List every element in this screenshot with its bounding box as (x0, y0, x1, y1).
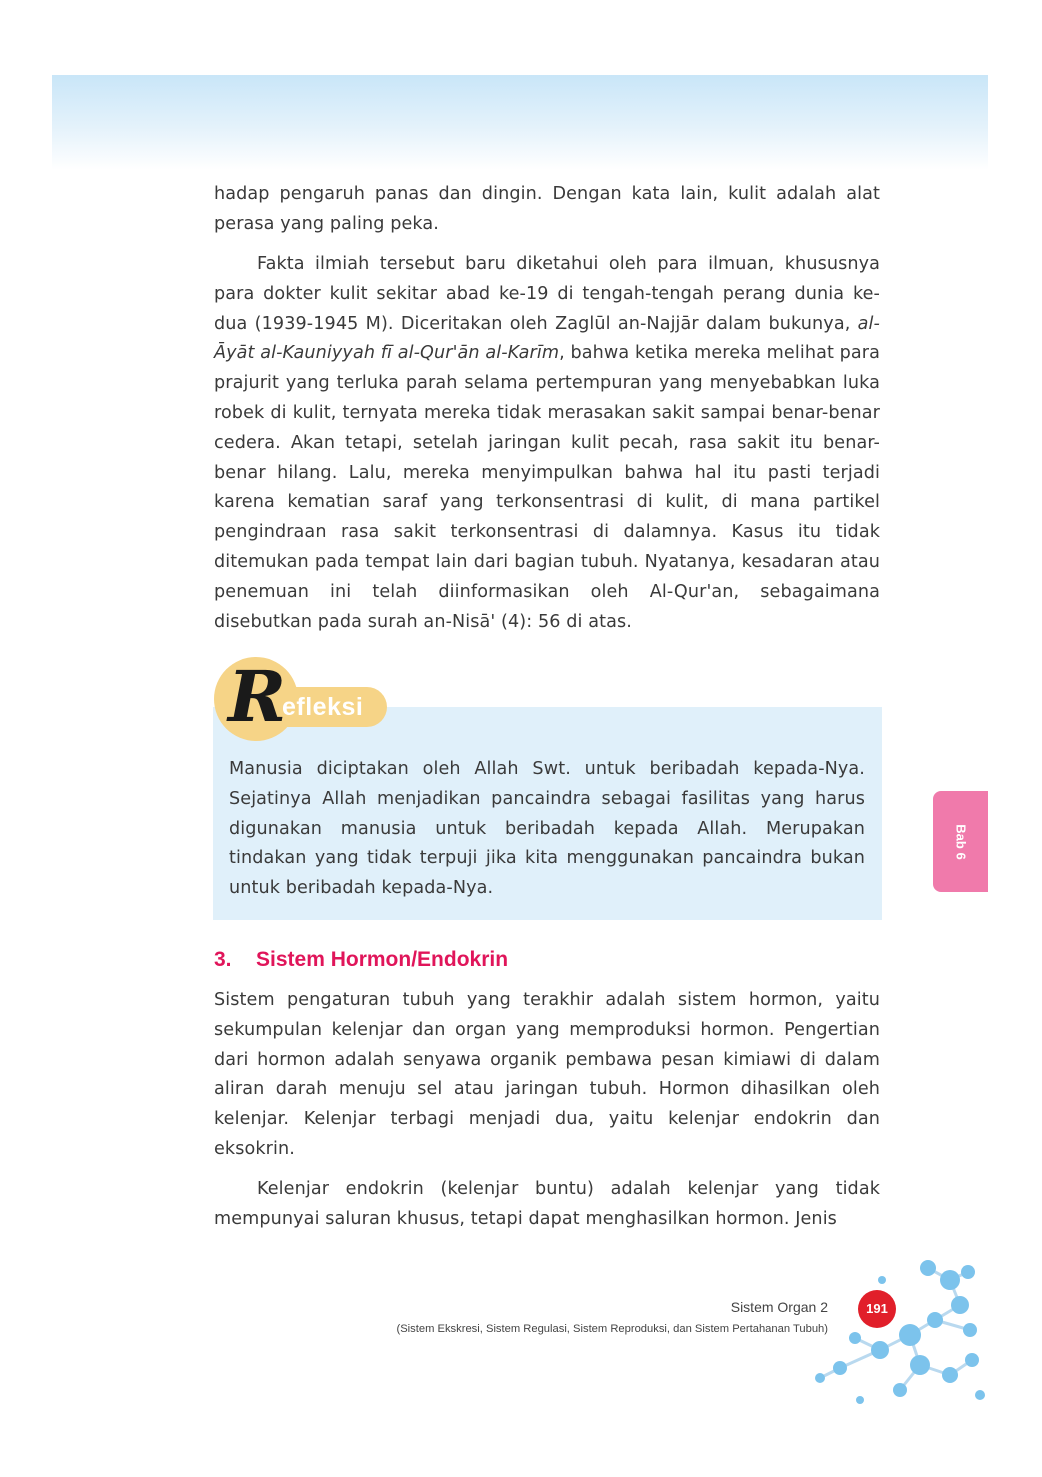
section-title: Sistem Hormon/Endokrin (256, 948, 509, 971)
page-number: 191 (858, 1290, 896, 1328)
body-text-top (214, 180, 880, 637)
molecule-decoration-icon (800, 1250, 990, 1410)
header-band (52, 75, 988, 170)
footer-subtitle: (Sistem Ekskresi, Sistem Regulasi, Sistem Reproduksi, dan Sistem Pertahanan Tubuh) (396, 1323, 828, 1335)
body-text-bottom (214, 986, 880, 1235)
refleksi-initial: R (228, 655, 287, 738)
refleksi-label: efleksi (282, 693, 364, 721)
book-title: al-Āyāt al-Kauniyyah fī al-Qur'ān al-Karīm (214, 313, 880, 364)
section-number: 3. (214, 948, 232, 971)
paragraph-2-rest: , bahwa ketika mereka melihat para prajurit yang terluka parah selama pertempuran yang menyebabkan luka robek di kulit, ternyata mereka tidak merasakan sakit sampai benar-benar cedera. Akan tetapi, setelah jaringan kulit pecah, rasa sakit itu benar-benar hilang. Lalu, mereka menyimpulkan bahwa hal itu pasti terjadi karena kematian saraf yang terkonsentrasi di kulit, di mana partikel pengindraan rasa sakit terkonsentrasi di dalamnya. Kasus itu tidak ditemukan pada tempat lain dari bagian tubuh. Nyatanya, kesadaran atau penemuan ini telah diinformasikan oleh Al-Qur'an, sebagaimana disebutkan pada surah an-Nisā' (4): 56 di atas. (214, 343, 881, 632)
paragraph-1: hadap pengaruh panas dan dingin. Dengan kata lain, kulit adalah alat perasa yang paling peka. (214, 184, 880, 234)
paragraph-2-intro: Fakta ilmiah tersebut baru diketahui oleh para ilmuan, khususnya para dokter kulit sekitar abad ke-19 di tengah-tengah perang dunia ke-dua (1939-1945 M). Diceritakan oleh Zaglūl an-Najjār dalam bukunya, (214, 254, 880, 334)
refleksi-text: Manusia diciptakan oleh Allah Swt. untuk beribadah kepada-Nya. Sejatinya Allah menjadikan pancaindra sebagai fasilitas yang harus digunakan manusia untuk beribadah kepada Allah. Merupakan tindakan yang tidak terpuji jika kita menggunakan pancaindra bukan untuk beribadah kepada-Nya. (229, 759, 865, 899)
paragraph-2 (214, 250, 880, 637)
section-heading (214, 945, 508, 975)
footer-title: Sistem Organ 2 (730, 1299, 828, 1315)
chapter-tab (933, 791, 988, 892)
paragraph-4: Kelenjar endokrin (kelenjar buntu) adalah kelenjar yang tidak mempunyai saluran khusus, tetapi dapat menghasilkan hormon. Jenis (214, 1179, 880, 1230)
chapter-tab-label: Bab 6 (953, 823, 968, 860)
paragraph-3: Sistem pengaturan tubuh yang terakhir adalah sistem hormon, yaitu sekumpulan kelenjar dan organ yang memproduksi hormon. Pengertian dari hormon adalah senyawa organik pembawa pesan kimiawi di dalam aliran darah menuju sel atau jaringan tubuh. Hormon dihasilkan oleh kelenjar. Kelenjar terbagi menjadi dua, yaitu kelenjar endokrin dan eksokrin. (214, 990, 880, 1159)
